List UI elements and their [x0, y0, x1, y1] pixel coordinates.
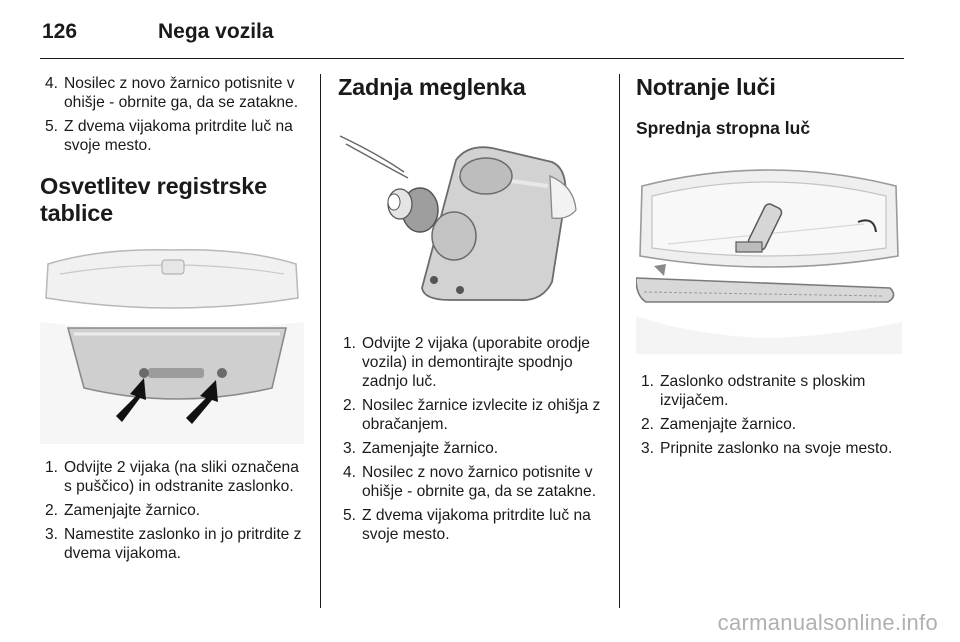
page-header: [40, 18, 904, 59]
column-1-steps: [40, 458, 306, 568]
list-item: 5. Z dvema vijakoma pritrdite luč na svoje mesto.: [45, 118, 293, 154]
rear-fog-light-illustration: [338, 114, 604, 320]
column-3-steps: [636, 372, 904, 463]
steps-list: [338, 334, 604, 544]
column-2-steps: [338, 334, 604, 549]
section-title-rear-fog-light: Zadnja meglenka: [338, 74, 526, 100]
list-item: 2. Nosilec žarnice izvlecite iz ohišja z obračanjem.: [343, 397, 601, 433]
list-item: 2. Zamenjajte žarnico.: [641, 416, 797, 433]
column-3: [636, 74, 904, 139]
continued-steps-list: [40, 74, 306, 155]
column-divider: [320, 74, 321, 608]
section-title-interior-lights: Notranje luči: [636, 74, 776, 100]
list-item: 1. Zaslonko odstranite s ploskim izvijačem.: [641, 373, 866, 409]
license-plate-light-illustration: [40, 234, 304, 444]
front-dome-light-illustration: [636, 146, 902, 354]
list-item: 3. Namestite zaslonko in jo pritrdite z dvema vijakoma.: [45, 526, 302, 562]
list-item: 2. Zamenjajte žarnico.: [45, 502, 201, 519]
steps-list: [40, 458, 306, 563]
list-item: 3. Pripnite zaslonko na svoje mesto.: [641, 440, 893, 457]
list-item: 5. Z dvema vijakoma pritrdite luč na svoje mesto.: [343, 507, 591, 543]
subsection-title-front-dome-light: Sprednja stropna luč: [636, 118, 811, 138]
list-item: 4. Nosilec z novo žarnico potisnite v ohišje - obrnite ga, da se zatakne.: [343, 464, 597, 500]
column-2: [338, 74, 604, 101]
column-divider: [619, 74, 620, 608]
list-item: 4. Nosilec z novo žarnico potisnite v ohišje - obrnite ga, da se zatakne.: [45, 75, 299, 111]
section-title-license-plate-light: Osvetlitev registrske tablice: [40, 173, 268, 226]
list-item: 1. Odvijte 2 vijaka (na sliki označena s puščico) in odstranite zaslonko.: [45, 459, 299, 495]
column-1: [40, 74, 306, 227]
page-number: 126: [42, 20, 78, 43]
list-item: 3. Zamenjajte žarnico.: [343, 440, 499, 457]
watermark: carmanualsonline.info: [717, 610, 938, 635]
page-title: Nega vozila: [158, 20, 274, 43]
list-item: 1. Odvijte 2 vijaka (uporabite orodje vozila) in demontirajte spodnjo zadnjo luč.: [343, 335, 590, 390]
steps-list: [636, 372, 904, 458]
